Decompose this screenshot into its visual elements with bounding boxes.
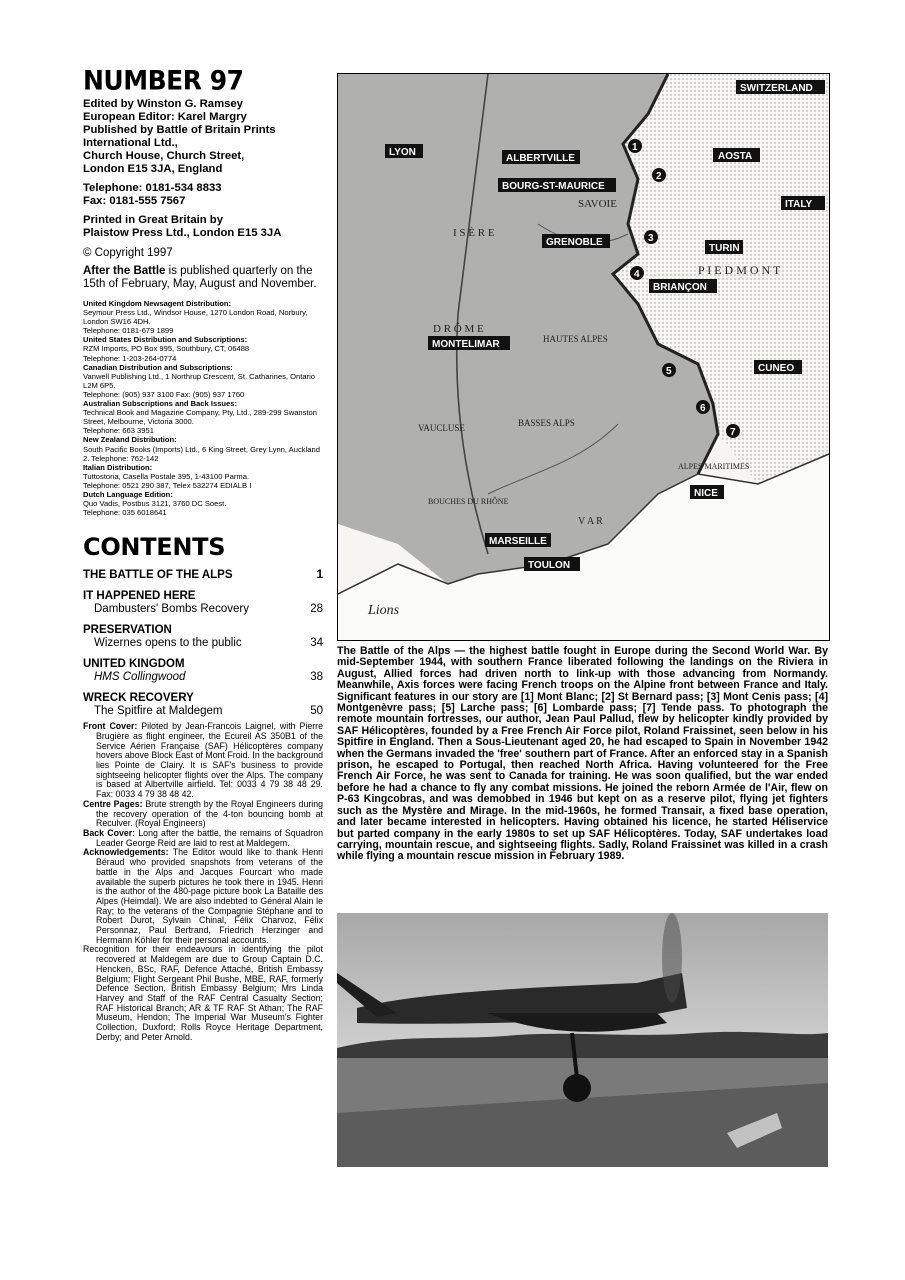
recognition: Recognition for their endeavours in identifying the pilot recovered at Maldegem are due to Group Captain D.C. Hencken, BSc, RAF, Defence Attaché, British Embassy Belgium; Flight Sergeant Phil Bushe, MBE, RAF, formerly Defence Section, British Embassy Belgium; Mrs Linda Harvey and Staff of the RAF Central Casualty Section; RAF Historical Branch; AR & TF RAF St Athan; The RAF Museum, Hendon; The Imperial War Museum's Fighter Collection, Duxford; Rolls Royce Heritage Department, Derby; and Peter Arnold.: [83, 944, 323, 1042]
svg-text:SWITZERLAND: SWITZERLAND: [740, 83, 813, 94]
toc-entry[interactable]: THE BATTLE OF THE ALPS 1: [83, 569, 323, 582]
toc-entry[interactable]: The Spitfire at Maldegem 50: [94, 705, 323, 718]
publisher-line: Published by Battle of Britain Prints: [83, 124, 276, 136]
toc-entry[interactable]: Dambusters' Bombs Recovery 28: [94, 603, 323, 616]
svg-text:5: 5: [666, 366, 672, 377]
table-of-contents: [83, 569, 323, 718]
publisher-line: London E15 3JA, England: [83, 163, 223, 175]
toc-section: WRECK RECOVERY: [83, 692, 194, 705]
svg-text:MONTELIMAR: MONTELIMAR: [432, 339, 500, 350]
printer-line: Printed in Great Britain by: [83, 214, 223, 226]
svg-text:AOSTA: AOSTA: [718, 151, 753, 162]
region-label: P I E D M O N T: [698, 263, 781, 277]
acknowledgements: Acknowledgements: The Editor would like to thank Henri Béraud who provided snapshots from veterans of the battle in the Alps and Jacques Fourcart who made available the superb pictures he took there in 1945. Henri is the author of the 480-page picture book La Bataille des Alpes (Heimdal). We are also indebted to Général Alain le Ray; to the veterans of the Compagnie Stéphane and to Robert Durot, Sylvain Chinal, Félix Charvoz, Félix Personnaz, Paul Bertrand, Friedrich Herzinger and Hermann Köhler for their personal accounts.: [83, 847, 323, 945]
map-label: [524, 557, 580, 571]
map-caption: The Battle of the Alps — the highest battle fought in Europe during the Second World War. By mid-September 1944, with southern France liberated following the landings on the Riviera in August, Allied forces had driven north to link-up with those advancing from Normandy. Meanwhile, Axis forces were facing French troops on the Alpine front between France and Italy. Significant features in our story are [1] Mont Blanc; [2] St Bernard pass; [3] Mont Cenis pass; [4] Montgenèvre pass; [5] Larche pass; [6] Lombarde pass; [7] Tende pass. To photograph the remote mountain fortresses, our author, Jean Paul Pallud, flew by helicopter kindly provided by SAF Hélicoptères, founded by a Free French Air Force pilot, Roland Fraissinet, seen below in his Spitfire in England. Then a Sous-Lieutenant aged 20, he had escaped to Spain in November 1942 when the Germans invaded the 'free' southern part of France. After an enforced stay in a Spanish prison, he escaped to Portugal, then reached North Africa. Having volunteered for the Free French Air Force, he was sent to Canada for training. He was soon qualified, but the war ended before he had a chance to fly any combat missions. He joined the reborn Armée de l'Air, flew on P-63 Kingcobras, and was demobbed in 1946 but kept on as a reserve pilot, flying jet fighters such as the Mystère and Mirage. In the mid-1960s, he formed Transair, a fixed base operation, and later became interested in helicopters. Having obtained his licence, he started Héliservice but parted company in the early 1980s to set up SAF Hélicoptères. Today, SAF undertakes load carrying, mountain rescue, and sightseeing flights. Sadly, Roland Fraissinet was killed in a crash while flying a mountain rescue mission in February 1989.: [337, 645, 828, 863]
centre-pages-note: Centre Pages: Brute strength by the Royal Engineers during the recovery operation of the 4-ton bouncing bomb at Reculver. (Royal Engineers): [83, 798, 323, 829]
region-label: VAUCLUSE: [418, 423, 465, 433]
spitfire-photo: [337, 913, 828, 1167]
propeller-blur: [662, 913, 682, 1003]
region-label: SAVOIE: [578, 198, 617, 210]
front-cover-note: Front Cover: Piloted by Jean-Francois Laignel, with Pierre Brugière as flight engineer, the Ecureil AS 350B1 of the Service Aérien Française (SAF) Hélicoptères company hovers above Block East of Mont Froid. In the background lies Pointe de Clairy. It is SAF's business to provide sightseeing helicopter flights over the Alps. The company is based at Albertville airfield. Tel: 0033 4 79 38 48 29. Fax: 0033 4 79 38 48 42.: [83, 721, 323, 800]
map-label: [705, 240, 743, 254]
publisher-line: Church House, Church Street,: [83, 150, 245, 162]
telephone: Telephone: 0181-534 8833: [83, 182, 222, 194]
schedule-text: is published quarterly on the 15th of February, May, August and November.: [83, 265, 317, 290]
svg-text:LYON: LYON: [389, 147, 416, 158]
issue-number: NUMBER 97: [83, 65, 244, 96]
region-label: V A R: [578, 516, 603, 527]
region-label: I S È R E: [453, 227, 495, 239]
map-label: [690, 485, 724, 499]
svg-text:ITALY: ITALY: [785, 199, 813, 210]
svg-text:MARSEILLE: MARSEILLE: [489, 536, 547, 547]
pass-marker: [644, 230, 658, 244]
map-label: [428, 336, 510, 350]
pass-marker: [630, 266, 644, 280]
svg-text:4: 4: [634, 269, 640, 280]
contents-heading: CONTENTS: [83, 533, 226, 562]
svg-text:2: 2: [656, 171, 662, 182]
region-label: BASSES ALPS: [518, 418, 575, 428]
pass-marker: [628, 139, 642, 153]
svg-text:ALBERTVILLE: ALBERTVILLE: [506, 153, 575, 164]
svg-text:6: 6: [700, 403, 706, 414]
svg-text:CUNEO: CUNEO: [758, 363, 795, 374]
map-label: [649, 279, 717, 293]
region-label: BOUCHES DU RHÔNE: [428, 497, 509, 506]
svg-text:TURIN: TURIN: [709, 243, 740, 254]
pass-marker: [696, 400, 710, 414]
publication-schedule: [83, 265, 323, 291]
svg-text:BRIANÇON: BRIANÇON: [653, 282, 707, 293]
svg-text:1: 1: [632, 142, 638, 153]
map-label: [385, 144, 423, 158]
left-column: [83, 65, 324, 1042]
map-label: [736, 80, 825, 94]
svg-text:NICE: NICE: [694, 488, 718, 499]
region-label: HAUTES ALPES: [543, 334, 608, 344]
distribution-item: United Kingdom Newsagent Distribution: Seymour Press Ltd., Windsor House, 1270 London Road, Norbury, London SW16 4DH. Telephone: 0181-679 1899: [83, 299, 308, 336]
distribution-list: [83, 299, 323, 517]
toc-section: UNITED KINGDOM: [83, 658, 185, 671]
publisher-line: International Ltd.,: [83, 137, 178, 149]
svg-text:BOURG-ST-MAURICE: BOURG-ST-MAURICE: [502, 181, 605, 192]
fax: Fax: 0181-555 7567: [83, 195, 186, 207]
european-editor: European Editor: Karel Margry: [83, 111, 247, 123]
map-label: [781, 196, 825, 210]
masthead-credits: [83, 98, 323, 240]
printer-line: Plaistow Press Ltd., London E15 3JA: [83, 227, 282, 239]
back-cover-note: Back Cover: Long after the battle, the remains of Squadron Leader George Reid are laid to rest at Maldegem.: [83, 827, 324, 848]
landing-gear-wheel: [563, 1074, 591, 1102]
region-label: Lions: [368, 603, 400, 618]
map-label: [542, 234, 610, 248]
map-graphic: [338, 74, 829, 640]
cover-notes: [83, 722, 323, 1042]
svg-text:7: 7: [730, 427, 736, 438]
distribution-item: New Zealand Distribution: South Pacific Books (Imports) Ltd., 6 King Street, Grey Lynn, Auckland 2. Telephone: 762-142: [83, 435, 320, 463]
map-label: [713, 148, 760, 162]
photo-graphic: [337, 913, 828, 1167]
distribution-item: United States Distribution and Subscriptions: RZM Imports, PO Box 995, Southbury, CT, 06488 Telephone: 1-203-264-0774: [83, 335, 250, 363]
editor: Edited by Winston G. Ramsey: [83, 98, 243, 110]
pass-marker: [652, 168, 666, 182]
distribution-item: Canadian Distribution and Subscriptions: Vanwell Publishing Ltd., 1 Northrup Crescent, St. Catharines, Ontario L2M 6P5. Telephone: (905) 937 3100 Fax: (905) 937 1760: [83, 362, 316, 399]
svg-text:GRENOBLE: GRENOBLE: [546, 237, 603, 248]
distribution-item: Dutch Language Edition: Quo Vadis, Postbus 3121, 3760 DC Soest. Telephone: 035 6018641: [83, 489, 227, 518]
alps-map: [337, 73, 830, 641]
map-label: [485, 533, 551, 547]
svg-text:3: 3: [648, 233, 654, 244]
distribution-item: Australian Subscriptions and Back Issues: Technical Book and Magazine Company, Pty, Ltd., 289-299 Swanston Street, Melbourne, Victoria 3000. Telephone: 663 3951: [83, 399, 317, 436]
svg-text:TOULON: TOULON: [528, 560, 571, 571]
magazine-name: After the Battle: [83, 265, 166, 277]
pass-marker: [726, 424, 740, 438]
copyright: © Copyright 1997: [83, 247, 173, 259]
distribution-item: Italian Distribution: Tuttostoria, Casella Postale 395, 1-43100 Parma. Telephone: 0521 290 387, Telex 532274 EDIALB I: [83, 462, 252, 490]
map-label: [502, 150, 580, 164]
region-label: ALPES MARITIMES: [678, 462, 750, 471]
map-label: [754, 360, 802, 374]
map-label: [498, 178, 616, 192]
toc-entry[interactable]: Wizernes opens to the public 34: [94, 637, 323, 650]
toc-section: PRESERVATION: [83, 624, 172, 637]
toc-entry[interactable]: HMS Collingwood 38: [94, 671, 323, 684]
pass-marker: [662, 363, 676, 377]
toc-section: IT HAPPENED HERE: [83, 590, 196, 603]
region-label: D R Ô M E: [433, 323, 484, 335]
